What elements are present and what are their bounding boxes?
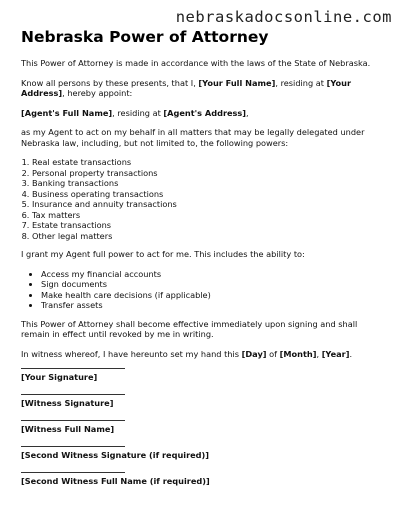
site-watermark: nebraskadocsonline.com: [175, 8, 392, 26]
document-title: Nebraska Power of Attorney: [21, 28, 269, 46]
abilities-list-item: • Access my financial accounts: [41, 269, 387, 280]
agent-paragraph: [21, 108, 387, 119]
signature-line: [21, 446, 125, 447]
agent-middle: , residing at: [112, 107, 164, 118]
powers-list-item: 2. Personal property transactions: [32, 168, 387, 179]
signature-line: [21, 420, 125, 421]
abilities-list: [21, 269, 387, 311]
witness-name-label: [Witness Full Name]: [21, 424, 115, 434]
grant-paragraph: I grant my Agent full power to act for me. This includes the ability to:: [21, 249, 305, 259]
principal-suffix: , hereby appoint:: [62, 88, 133, 98]
powers-list-item: 1. Real estate transactions: [32, 157, 387, 168]
principal-middle: , residing at: [275, 77, 327, 88]
second-witness-name-label: [Second Witness Full Name (if required)]: [21, 476, 210, 486]
signature-line: [21, 472, 125, 473]
abilities-list-item: • Make health care decisions (if applicable): [41, 290, 387, 301]
powers-list: [21, 157, 387, 241]
witness-end: .: [349, 348, 353, 359]
signature-line: [21, 394, 125, 395]
witness-signature-label: [Witness Signature]: [21, 398, 114, 408]
abilities-list-item: • Sign documents: [41, 279, 387, 290]
agent-name-field: [Agent's Full Name]: [21, 107, 113, 118]
month-field: [Month]: [279, 348, 317, 359]
day-field: [Day]: [241, 348, 267, 359]
second-witness-name-block: [21, 472, 387, 486]
witness-comma: ,: [316, 348, 322, 359]
agent-suffix: ,: [246, 107, 249, 118]
your-signature-block: [21, 368, 387, 382]
agent-address-field: [Agent's Address]: [163, 107, 247, 118]
signature-section: [21, 368, 387, 486]
powers-list-item: 8. Other legal matters: [32, 231, 387, 242]
principal-paragraph: [21, 78, 387, 99]
witness-signature-block: [21, 394, 387, 408]
powers-list-item: 6. Tax matters: [32, 210, 387, 221]
principal-name-field: [Your Full Name]: [198, 77, 276, 88]
your-signature-label: [Your Signature]: [21, 372, 98, 382]
effective-paragraph: This Power of Attorney shall become effective immediately upon signing and shall remain in effect until revoked by me in writing.: [21, 318, 358, 339]
principal-address-field: [Your Address]: [21, 77, 352, 98]
document-page: [21, 28, 387, 498]
witness-paragraph: [21, 349, 387, 360]
abilities-list-item: • Transfer assets: [41, 300, 387, 311]
year-field: [Year]: [321, 348, 350, 359]
agent-powers-paragraph: as my Agent to act on my behalf in all matters that may be legally delegated under Nebraska law, including, but not limited to, the following powers:: [21, 127, 365, 148]
powers-list-item: 7. Estate transactions: [32, 220, 387, 231]
witness-name-block: [21, 420, 387, 434]
witness-prefix: In witness whereof, I have hereunto set my hand this: [21, 348, 242, 359]
principal-prefix: Know all persons by these presents, that I,: [21, 77, 199, 88]
powers-list-item: 3. Banking transactions: [32, 178, 387, 189]
intro-paragraph: This Power of Attorney is made in accordance with the laws of the State of Nebraska.: [21, 58, 371, 68]
second-witness-signature-block: [21, 446, 387, 460]
powers-list-item: 5. Insurance and annuity transactions: [32, 199, 387, 210]
signature-line: [21, 368, 125, 369]
second-witness-signature-label: [Second Witness Signature (if required)]: [21, 450, 210, 460]
witness-of: of: [266, 348, 280, 359]
powers-list-item: 4. Business operating transactions: [32, 189, 387, 200]
